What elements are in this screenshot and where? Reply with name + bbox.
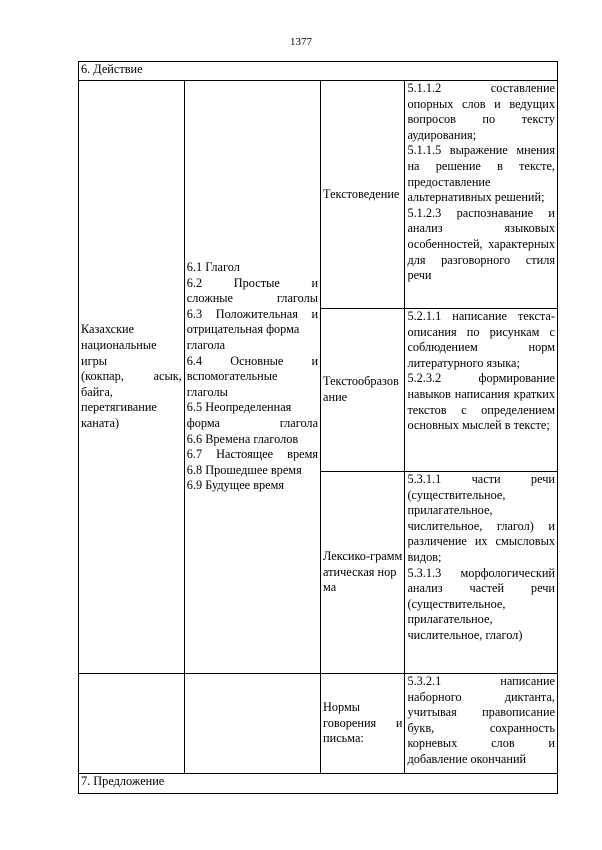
grammar-topic: 6.2 Простые и (186, 275, 319, 290)
empty-cell (79, 674, 185, 774)
grammar-topic: 6.8 Прошедшее время (186, 462, 302, 477)
objectives-cell (405, 309, 558, 472)
page-number: 1377 (290, 36, 312, 48)
grammar-topic: 6.9 Будущее время (186, 478, 285, 493)
curriculum-table (78, 61, 558, 794)
objectives-cell (405, 674, 558, 774)
objective: 5.2.3.2 формирование навыков написания кратких текстов с определением основных мыслей в тексте; (407, 371, 555, 433)
section-7-title: 7. Предложение (79, 774, 558, 794)
theme-line: каната) (81, 415, 120, 430)
skill-cell: Текстоведение (321, 81, 405, 309)
theme-line: (кокпар, асык, (81, 369, 182, 384)
skill-cell: Лексико-грамматическая норма (321, 472, 405, 674)
empty-cell (184, 674, 320, 774)
theme-line: национальные (81, 338, 157, 353)
theme-line: байга, (81, 384, 113, 399)
objective: 5.1.1.2 составление опорных слов и ведущих вопросов по тексту аудирования; (407, 81, 555, 142)
grammar-topic: 6.1 Глагол (186, 260, 240, 275)
grammar-topic: глаголы (186, 384, 228, 399)
skill-cell: Текстообразование (321, 309, 405, 472)
grammar-topic: отрицательная форма (186, 322, 300, 337)
objectives-cell (405, 472, 558, 674)
objective: 5.1.1.5 выражение мнения на решение в тексте, предоставление альтернативных решений; (407, 143, 555, 205)
objective: 5.3.1.1 части речи (существительное, прилагательное, числительное, глагол) и различение их смысловых видов; (407, 472, 555, 564)
grammar-topic: глагола (186, 338, 226, 353)
grammar-topic: 6.3 Положительная и (186, 306, 319, 321)
grammar-topic: 6.5 Неопределенная (186, 400, 292, 415)
grammar-topic: 6.6 Времена глаголов (186, 431, 299, 446)
objective: 5.3.2.1 написание наборного диктанта, учитывая правописание букв, сохранность корневых слов и добавление окончаний (407, 674, 555, 766)
grammar-topic: форма глагола (186, 415, 319, 430)
theme-line: Казахские (81, 322, 135, 337)
theme-cell (79, 81, 185, 674)
grammar-topic: 6.7 Настоящее время (186, 447, 319, 462)
objective: 5.2.1.1 написание текста-описания по рисункам с соблюдением норм литературного языка; (407, 309, 555, 370)
skill-cell: Нормы говорения и письма: (321, 674, 405, 774)
section-6-title: 6. Действие (79, 62, 558, 81)
objectives-cell (405, 81, 558, 309)
grammar-topic: вспомогательные (186, 369, 278, 384)
grammar-topic: 6.4 Основные и (186, 353, 319, 368)
grammar-topic: сложные глаголы (186, 291, 319, 306)
theme-line: перетягивание (81, 400, 157, 415)
objective: 5.1.2.3 распознавание и анализ языковых особенностей, характерных для разговорного стиля речи (407, 205, 555, 283)
grammar-topics-cell (184, 81, 320, 674)
theme-line: игры (81, 353, 108, 368)
objective: 5.3.1.3 морфологический анализ частей речи (существительное, прилагательное, числительное, глагол) (407, 565, 555, 642)
